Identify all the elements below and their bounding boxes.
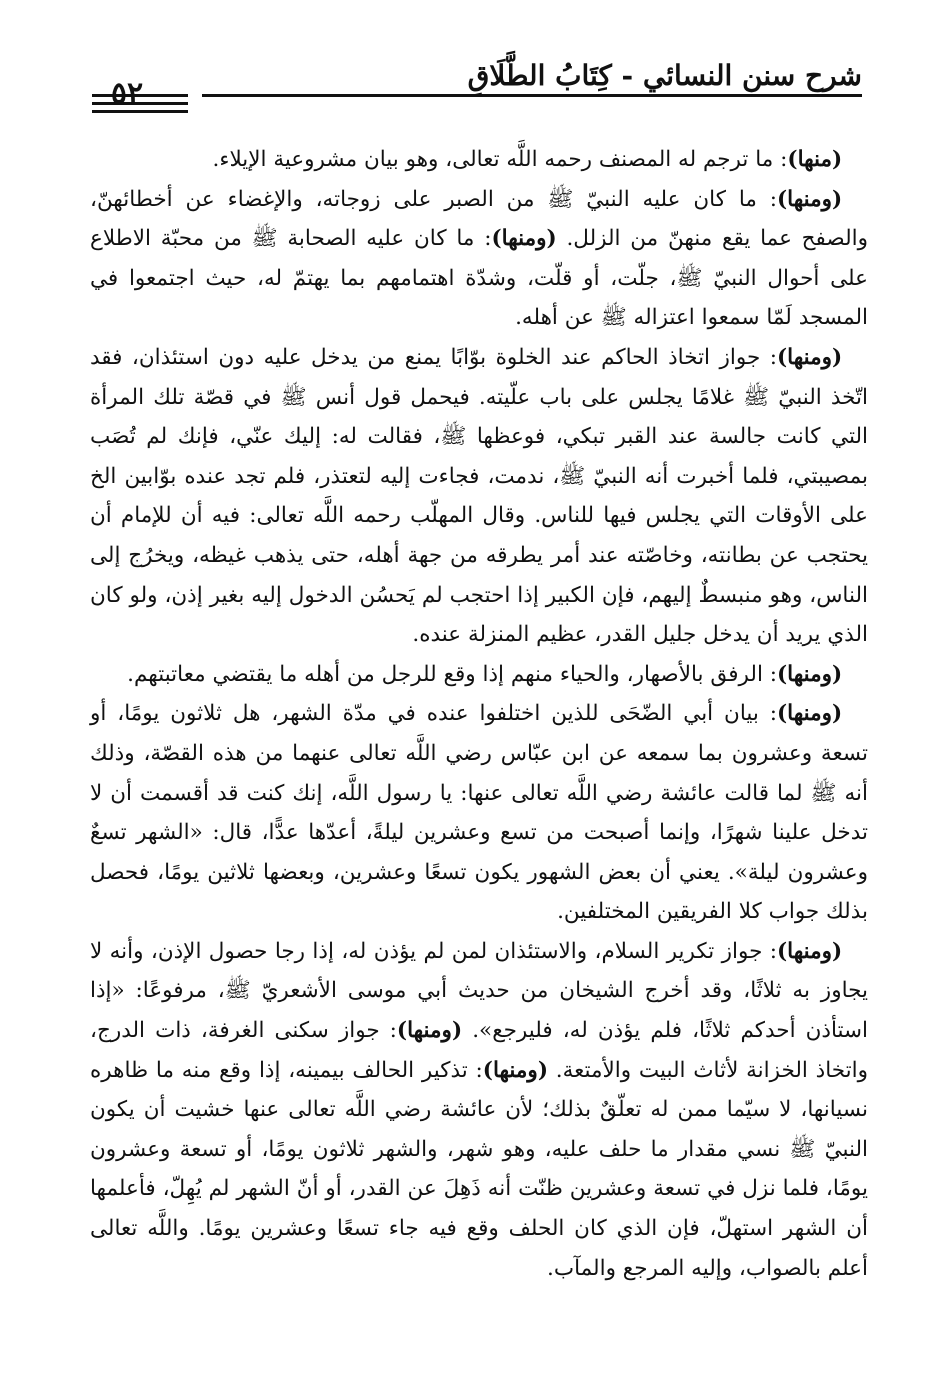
paragraph-3 [90, 338, 868, 655]
paragraph-6 [90, 932, 868, 1288]
inline-lead: (ومنها) [482, 1057, 548, 1083]
paragraph-text: : تذكير الحالف بيمينه، إذا وقع منه ما ظاهره نسيانها، لا سيّما ممن له تعلّقٌ بذلك؛ لأن عائشة رضي اللَّه تعالى عنها خشيت أن يكون النبيّ ﷺ نسي مقدار ما حلف عليه، وهو شهر، والشهر ثلاثون يومًا، أو تسعة وعشرون يومًا، فلما نزل في تسعة وعشرين ظنّت أنه ذَهِلَ عن القدر، أو أنّ الشهر لم يُهِلّ، فأعلمها أن الشهر استهلّ، فإن الذي كان الحلف وقع فيه جاء تسعًا وعشرين يومًا. واللَّه تعالى أعلم بالصواب، وإليه المرجع والمآب. [90, 1057, 868, 1281]
header-rule-left-2 [92, 102, 188, 105]
paragraph-text: : ما ترجم له المصنف رحمه اللَّه تعالى، وهو بيان مشروعية الإيلاء. [212, 147, 788, 172]
paragraph-text: : الرفق بالأصهار، والحياء منهم إذا وقع للرجل من أهله ما يقتضي معاتبتهم. [127, 661, 777, 687]
header-rule-left-1 [92, 94, 188, 97]
running-title: شرح سنن النسائي - كِتَابُ الطَّلَاقِ [467, 59, 862, 92]
paragraph-text: : بيان أبي الضّحَى للذين اختلفوا عنده في مدّة الشهر، هل ثلاثون يومًا، أو تسعة وعشرون بما سمعه عن ابن عبّاس رضي اللَّه تعالى عنهما من هذه القصّة، وذلك أنه ﷺ لما قالت عائشة رضي اللَّه تعالى عنها: يا رسول اللَّه، إنك كنت قد أقسمت أن لا تدخل علينا شهرًا، وإنما أصبحت من تسع وعشرين ليلةً، أعدّها عدًّا، قال: «الشهر تسعٌ وعشرون ليلة». يعني أن بعض الشهور يكون تسعًا وعشرين، وبعضها ثلاثين يومًا، فحصل بذلك جواب كلا الفريقين المختلفين. [90, 701, 868, 925]
paragraph-text: : ما كان عليه الصحابة ﷺ من محبّة الاطلاع على أحوال النبيّ ﷺ، جلّت، أو قلّت، وشدّة اهتمامهم بما يهتمّ له، حيث اجتمعوا في المسجد لَمّا سمعوا اعتزاله ﷺ عن أهله. [90, 226, 868, 331]
paragraph-5 [90, 694, 868, 932]
paragraph-lead: (ومنها) [777, 344, 843, 370]
paragraph-2 [90, 180, 868, 338]
body-text [90, 140, 868, 1288]
paragraph-lead: (ومنها) [777, 938, 843, 964]
paragraph-text: : جواز اتخاذ الحاكم عند الخلوة بوّابًا يمنع من يدخل عليه دون استئذان، فقد اتّخذ النبيّ ﷺ غلامًا يجلس على باب علّيته. فيحمل قول أنس ﷺ في قصّة تلك المرأة التي كانت جالسة عند القبر تبكي، فوعظها ﷺ، فقالت له: إليك عنّي، فإنك لم تُصَب بمصيبتي، فلما أخبرت أنه النبيّ ﷺ، ندمت، فجاءت إليه لتعتذر، فلم تجد عنده بوّابين الخ على الأوقات التي يجلس فيها للناس. وقال المهلّب رحمه اللَّه تعالى: فيه أن للإمام أن يحتجب عن بطانته، وخاصّته عند أمر يطرقه من جهة أهله، حتى يذهب غيظه، ويخرُج إلى الناس، وهو منبسطٌ إليهم، فإن الكبير إذا احتجب لم يَحسُن الدخول إليه بغير إذن، ولو كان الذي يريد أن يدخل جليل القدر، عظيم المنزلة عنده. [90, 344, 869, 648]
page-header [92, 52, 862, 112]
inline-lead: (ومنها) [491, 226, 557, 252]
paragraph-lead: (ومنها) [777, 186, 843, 212]
page-number: ٥٢ [110, 76, 144, 111]
paragraph-text: : ما كان عليه النبيّ ﷺ من الصبر على زوجاته، والإغضاء عن أخطائهنّ، والصفح عما يقع منهنّ من الزلل. [90, 186, 868, 252]
paragraph-text: : جواز سكنى الغرفة، ذات الدرج، واتخاذ الخزانة لأثاث البيت والأمتعة. [90, 1018, 868, 1083]
paragraph-lead: (ومنها) [777, 701, 843, 727]
paragraph-1 [90, 140, 868, 180]
inline-lead: (ومنها) [396, 1018, 463, 1044]
header-rule [202, 94, 862, 97]
header-rule-left-3 [92, 110, 188, 113]
paragraph-text: : جواز تكرير السلام، والاستئذان لمن لم يؤذن له، إذا رجا حصول الإذن، وأنه لا يجاوز به ثلاثًا، وقد أخرج الشيخان من حديث أبي موسى الأشعريّ ﷺ، مرفوعًا: «إذا استأذن أحدكم ثلاثًا، فلم يؤذن له، فليرجع». [90, 938, 869, 1044]
paragraph-lead: (منها) [787, 147, 843, 172]
paragraph-4 [90, 655, 868, 695]
paragraph-lead: (ومنها) [777, 661, 843, 687]
